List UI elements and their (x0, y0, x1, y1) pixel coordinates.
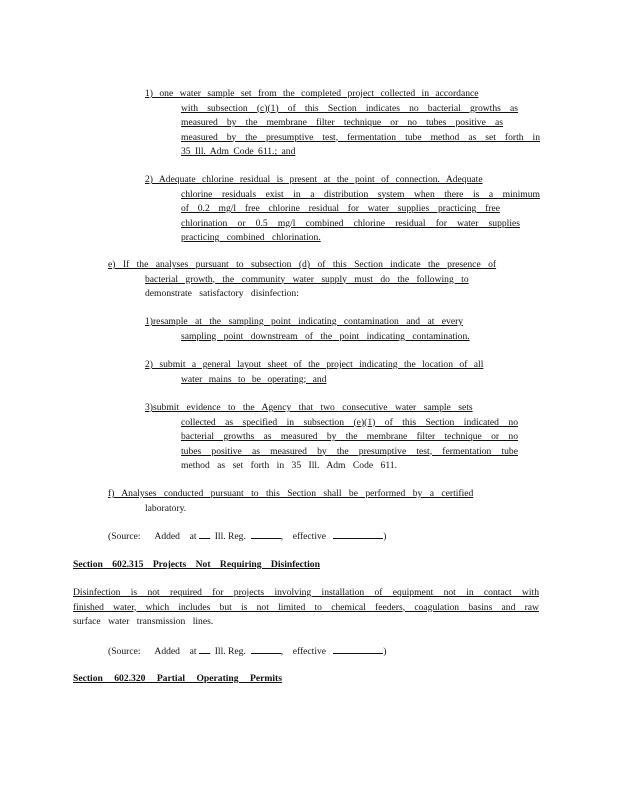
text-line: 2) submit a general layout sheet of the project indicating the location of all (145, 359, 484, 370)
text-line: 3)submit evidence to the Agency that two consecutive water sample sets (145, 402, 473, 413)
text-line: chlorine residuals exist in a distribution system when there is a minimum (181, 188, 540, 200)
section-body-602-315 (73, 586, 543, 630)
text-line: finished water, which includes but is not limited to chemical feeders, coagulation basins and raw (73, 601, 539, 613)
text-line: surface water transmission lines. (73, 616, 214, 627)
section-heading: Section 602.315 Projects Not Requiring Disinfection (73, 559, 320, 570)
paragraph-e2 (145, 358, 535, 387)
text-line: bacterial growth, the community water supply must do the following to (145, 273, 469, 285)
text-line: measured by the presumptive test, fermentation tube method as set forth in (181, 131, 540, 143)
text-line: tubes positive as measured by the presumptive test, fermentation tube (181, 445, 518, 457)
text-line: collected as specified in subsection (e)(1) of this Section indicated no (181, 416, 518, 428)
paragraph-f (108, 487, 538, 516)
paragraph-e1 (145, 315, 535, 344)
text-line: e) If the analyses pursuant to subsection (d) of this Section indicate the presence of (108, 259, 497, 270)
paragraph-d1 (145, 87, 540, 160)
paragraph-e (108, 258, 538, 302)
text-line: measured by the membrane filter technique or no tubes positive as (181, 117, 503, 128)
text-line: demonstrate satisfactory disinfection: (145, 288, 299, 299)
source-line: (Source: Added at Ill. Reg. , effective ) (108, 643, 428, 660)
paragraph-e3 (145, 401, 540, 474)
text-line: of 0.2 mg/l free chlorine residual for water supplies practicing free (181, 203, 500, 214)
text-line: 1)resample at the sampling point indicating contamination and at every (145, 316, 464, 327)
source-note (108, 643, 428, 660)
source-line: (Source: Added at Ill. Reg. , effective ) (108, 528, 428, 545)
source-note (108, 528, 428, 545)
section-heading: Section 602.320 Partial Operating Permits (73, 673, 282, 684)
text-line: 1) one water sample set from the completed project collected in accordance (145, 88, 479, 99)
text-line: water mains to be operating; and (181, 373, 327, 385)
text-line: bacterial growths as measured by the membrane filter technique or no (181, 431, 518, 442)
text-line: 35 Ill. Adm Code 611.; and (181, 146, 296, 157)
text-line: method as set forth in 35 Ill. Adm Code 611. (181, 460, 397, 471)
text-line: 2) Adequate chlorine residual is present at the point of connection. Adequate (145, 174, 483, 185)
text-line: sampling point downstream of the point indicating contamination. (181, 330, 470, 342)
section-heading-602-315 (73, 558, 320, 573)
text-line: Disinfection is not required for projects involving installation of equipment not in contact with (73, 587, 539, 598)
text-line: with subsection (c)(1) of this Section indicates no bacterial growths as (181, 102, 518, 114)
paragraph-d2 (145, 173, 540, 246)
text-line: laboratory. (145, 502, 187, 514)
text-line: f) Analyses conducted pursuant to this Section shall be performed by a certified (108, 488, 474, 499)
section-heading-602-320 (73, 672, 282, 687)
text-line: chlorination or 0.5 mg/l combined chlorine residual for water supplies (181, 217, 520, 229)
text-line: practicing combined chlorination. (181, 232, 321, 243)
